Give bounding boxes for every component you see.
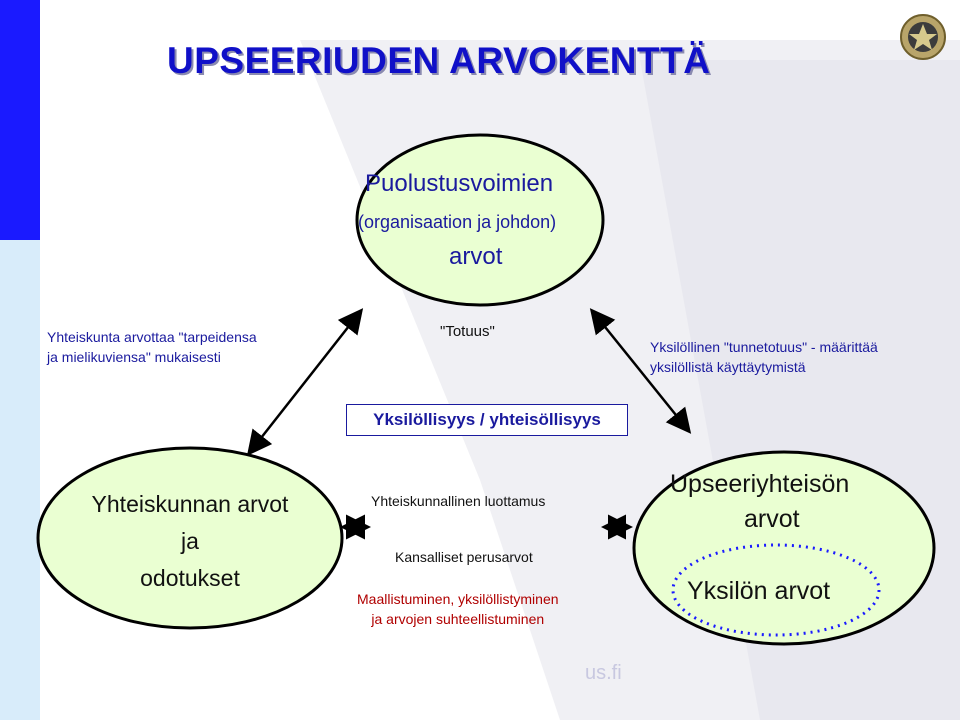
middle-line2: Kansalliset perusarvot	[395, 549, 533, 565]
left-note-line1: Yhteiskunta arvottaa "tarpeidensa	[47, 329, 257, 345]
top-oval-line1: Puolustusvoimien	[365, 170, 554, 197]
footer-url[interactable]: us.fi	[585, 662, 622, 684]
right-oval-inner: Yksilön arvot	[687, 577, 831, 605]
right-oval-line1: Upseeriyhteisön	[670, 470, 850, 498]
center-box-label: Yksilöllisyys / yhteisöllisyys	[346, 404, 628, 436]
left-oval-line3: odotukset	[140, 565, 240, 591]
right-note	[650, 337, 878, 377]
middle-line3a: Maallistuminen, yksilöllistyminen	[357, 591, 559, 607]
right-oval-line2: arvot	[744, 505, 800, 533]
page-title: UPSEERIUDEN ARVOKENTTÄ	[167, 40, 711, 81]
left-oval-line2: ja	[181, 528, 199, 554]
left-oval-text	[40, 448, 340, 628]
center-top-label: "Totuus"	[440, 323, 495, 340]
middle-line3b: ja arvojen suhteellistuminen	[371, 611, 545, 627]
left-oval-line1: Yhteiskunnan arvot	[91, 491, 289, 517]
middle-line1: Yhteiskunnallinen luottamus	[371, 493, 546, 509]
top-oval-line3: arvot	[449, 243, 503, 270]
left-note-line2: ja mielikuviensa" mukaisesti	[47, 349, 221, 365]
top-oval-line2: (organisaation ja johdon)	[358, 212, 557, 232]
right-note-line1: Yksilöllinen "tunnetotuus" - määrittää	[650, 339, 878, 355]
right-note-line2: yksilöllistä käyttäytymistä	[650, 359, 806, 375]
arrow-left-diagonal	[250, 312, 360, 452]
left-note	[47, 327, 257, 367]
middle-line3	[357, 589, 559, 629]
